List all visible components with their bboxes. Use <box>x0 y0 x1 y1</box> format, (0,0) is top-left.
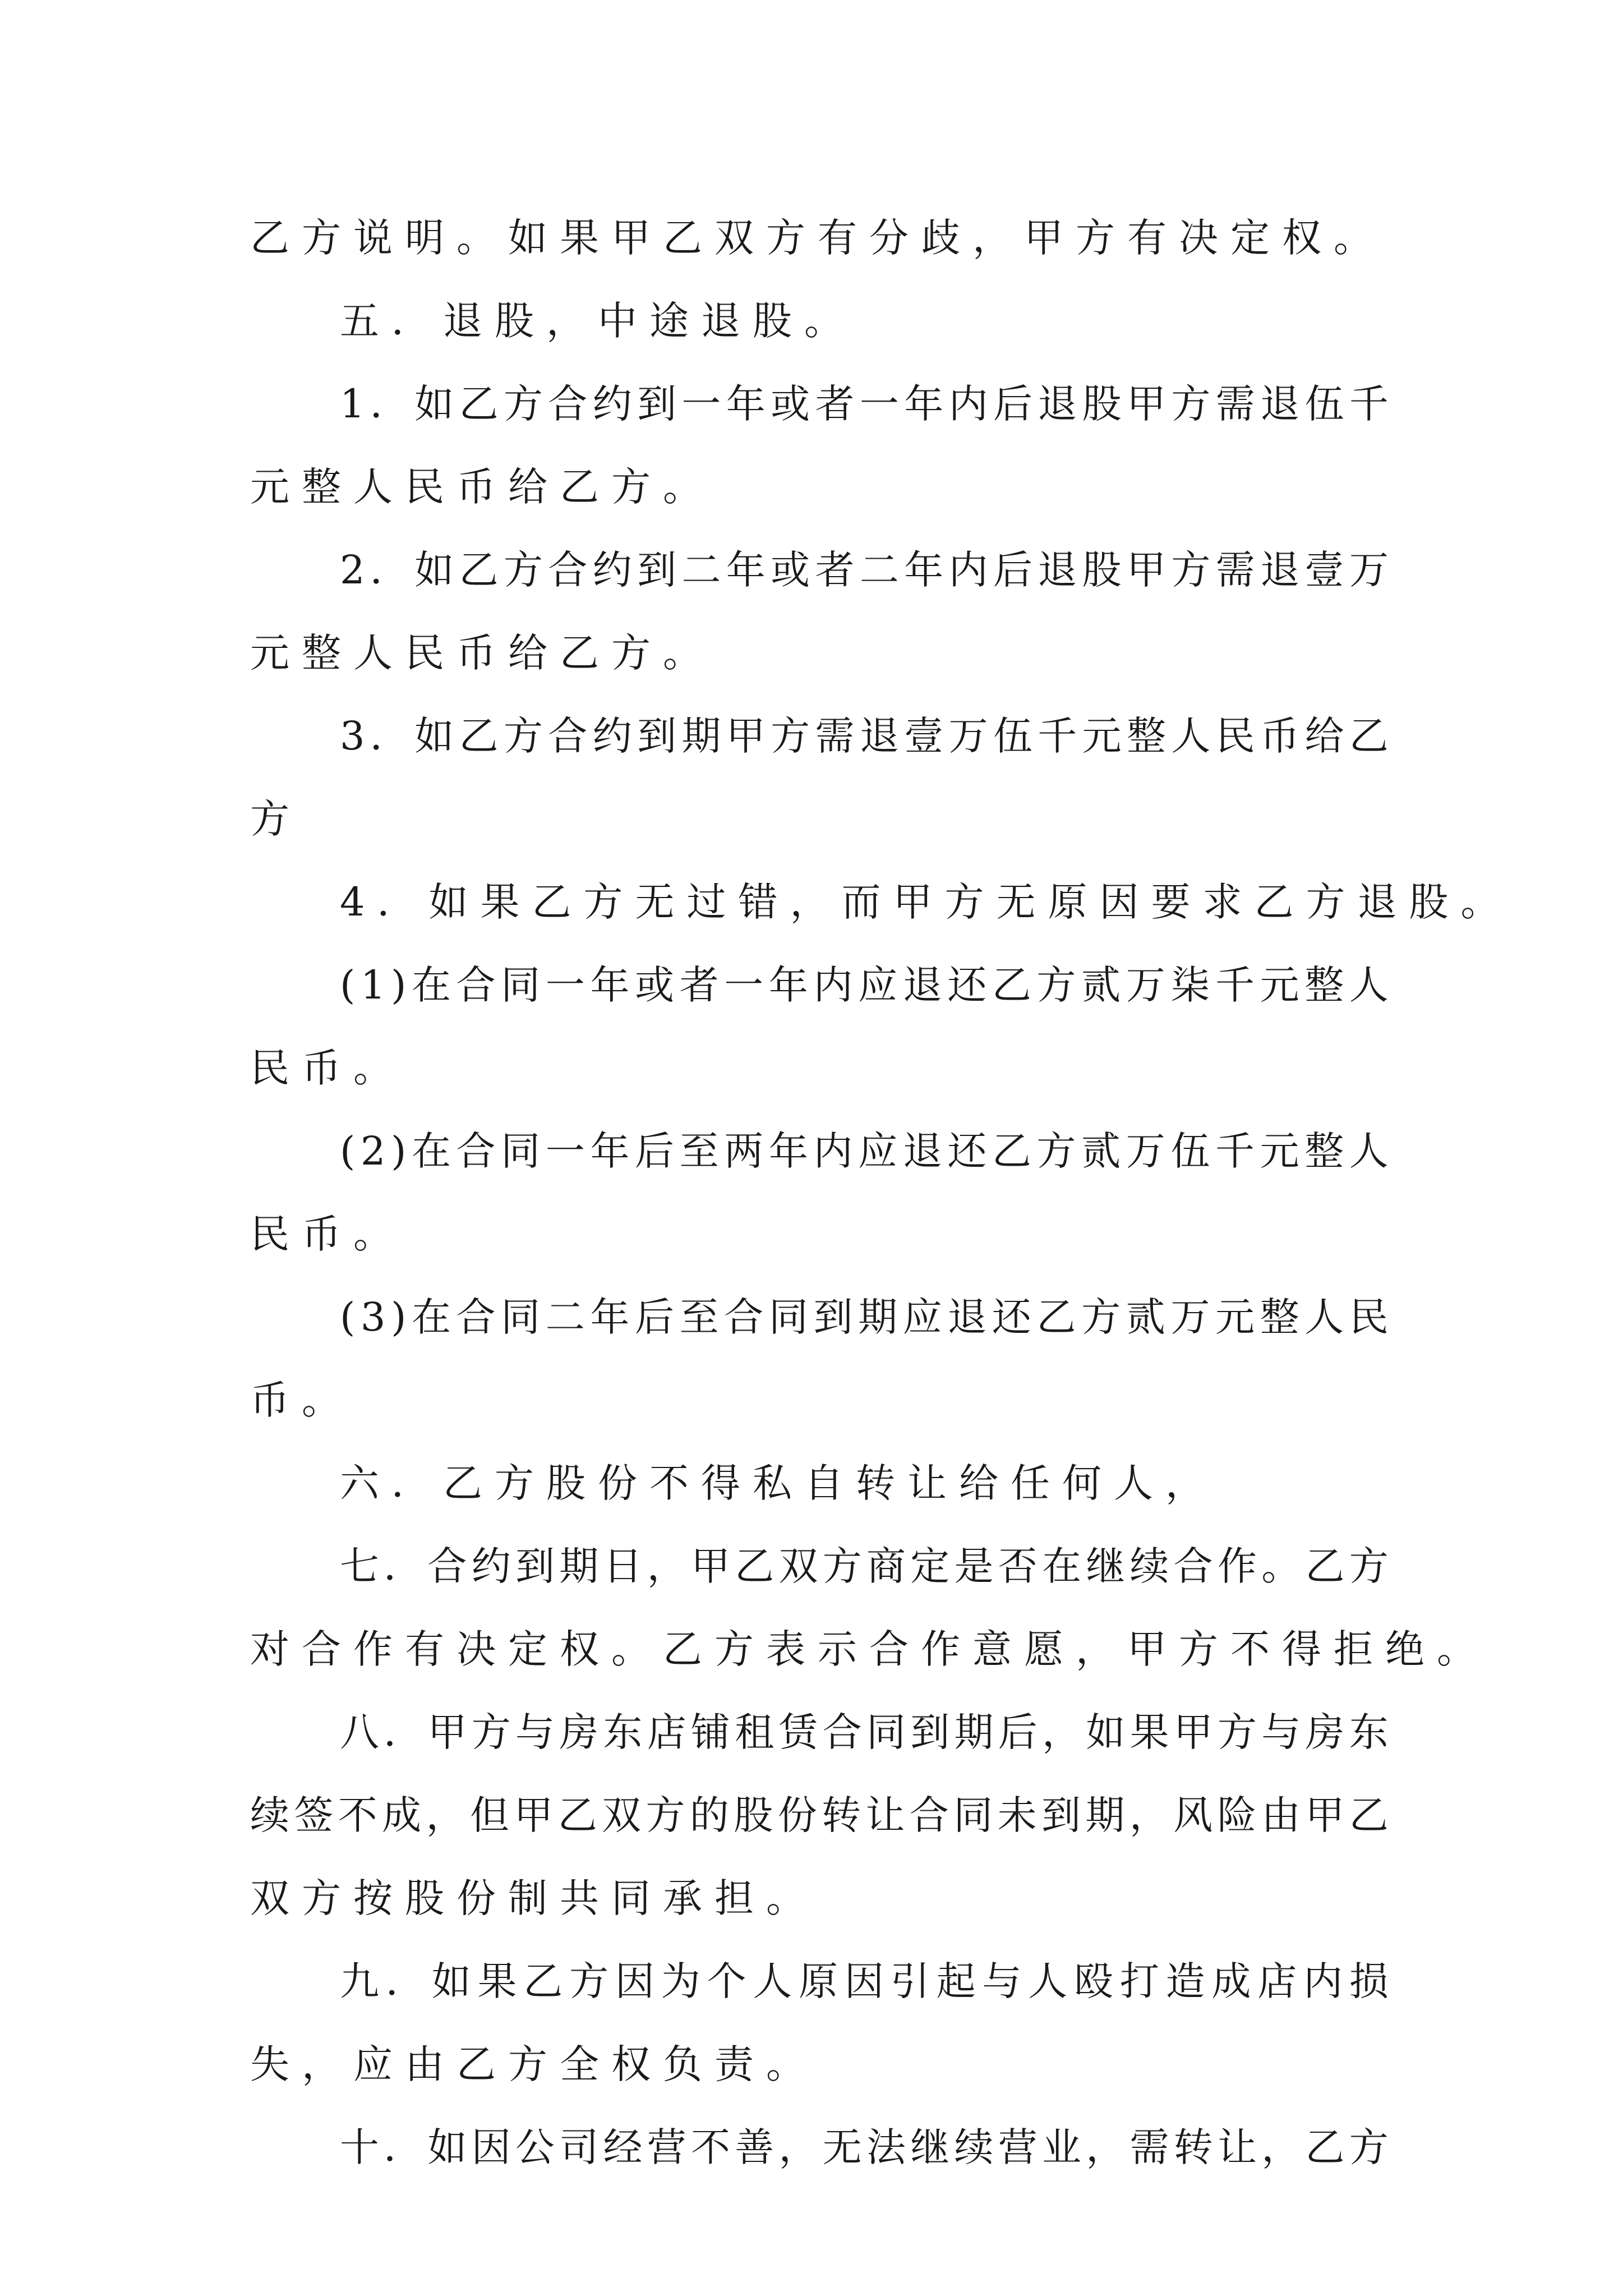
text-line: 十 ． 如 因 公 司 经 营 不 善 ， 无 法 继 续 营 业 ， 需 转 让 ， 乙 方 <box>340 2124 1389 2170</box>
text-line: 九 ． 如 果 乙 方 因 为 个 人 原 因 引 起 与 人 殴 打 造 成 店 内 损 <box>340 1958 1389 2004</box>
text-line: 七 ． 合 约 到 期 日 ， 甲 乙 双 方 商 定 是 否 在 继 续 合 作 。 乙 方 <box>340 1543 1389 1589</box>
text-line: 4 ． 如 果 乙 方 无 过 错 ， 而 甲 方 无 原 因 要 求 乙 方 退 股 。 <box>340 879 1500 925</box>
text-line: 六 ． 乙 方 股 份 不 得 私 自 转 让 给 任 何 人 ， <box>340 1460 1205 1506</box>
text-line: 双 方 按 股 份 制 共 同 承 担 。 <box>250 1875 805 1921</box>
document-page <box>250 196 1500 2189</box>
text-line: ( 3 ) 在 合 同 二 年 后 至 合 同 到 期 应 退 还 乙 方 贰 万 元 整 人 民 <box>340 1294 1389 1340</box>
text-line: 元 整 人 民 币 给 乙 方 。 <box>250 630 702 676</box>
text-line: 五 ． 退 股 ， 中 途 退 股 。 <box>340 298 843 344</box>
text-line: ( 2 ) 在 合 同 一 年 后 至 两 年 内 应 退 还 乙 方 贰 万 伍 千 元 整 人 <box>340 1128 1389 1174</box>
text-line: 八 ． 甲 方 与 房 东 店 铺 租 赁 合 同 到 期 后 ， 如 果 甲 方 与 房 东 <box>340 1709 1389 1755</box>
text-line: 对 合 作 有 决 定 权 。 乙 方 表 示 合 作 意 愿 ， 甲 方 不 得 拒 绝 。 <box>250 1626 1476 1672</box>
text-line: 币 。 <box>250 1377 341 1423</box>
text-line: 民 币 。 <box>250 1045 393 1091</box>
text-line: 民 币 。 <box>250 1211 393 1257</box>
text-line: 乙 方 说 明 。 如 果 甲 乙 双 方 有 分 歧 ， 甲 方 有 决 定 权 。 <box>250 215 1373 261</box>
text-line: 续 签 不 成 ， 但 甲 乙 双 方 的 股 份 转 让 合 同 未 到 期 ， 风 险 由 甲 乙 <box>250 1792 1389 1838</box>
text-line: 1 ． 如 乙 方 合 约 到 一 年 或 者 一 年 内 后 退 股 甲 方 需 退 伍 千 <box>340 381 1389 427</box>
text-line: 2 ． 如 乙 方 合 约 到 二 年 或 者 二 年 内 后 退 股 甲 方 需 退 壹 万 <box>340 547 1389 593</box>
text-line: 元 整 人 民 币 给 乙 方 。 <box>250 464 702 510</box>
text-line: 3 ． 如 乙 方 合 约 到 期 甲 方 需 退 壹 万 伍 千 元 整 人 民 币 给 乙 <box>340 713 1389 759</box>
text-line: ( 1 ) 在 合 同 一 年 或 者 一 年 内 应 退 还 乙 方 贰 万 柒 千 元 整 人 <box>340 962 1389 1008</box>
text-line: 方 <box>250 796 289 842</box>
text-line: 失 ， 应 由 乙 方 全 权 负 责 。 <box>250 2041 805 2087</box>
